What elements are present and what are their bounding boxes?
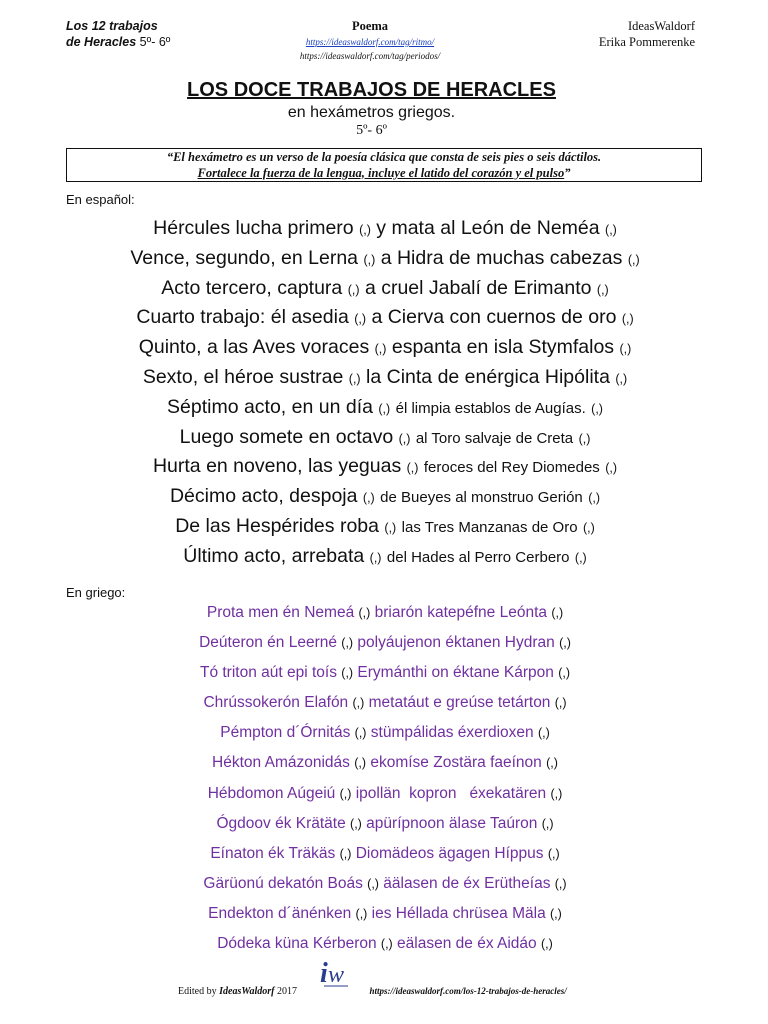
verse-second-half: Erymánthi on éktane Kárpon — [357, 664, 554, 682]
comma-mark: (,) — [352, 696, 365, 711]
header-left-grade: 5º- 6º — [139, 35, 171, 49]
verse-second-half: y mata al León de Neméa — [376, 217, 600, 239]
verse-second-half: espanta en isla Stymfalos — [391, 336, 615, 359]
comma-mark: (,) — [574, 550, 587, 565]
comma-mark: (,) — [384, 520, 397, 535]
verse-second-half: eälasen de éx Aidáo — [397, 935, 537, 953]
verse-second-half: metatáut e greúse tetárton — [368, 694, 551, 712]
greek-verse — [40, 718, 730, 748]
greek-verse — [40, 688, 730, 718]
header-center — [250, 18, 490, 62]
greek-verse — [40, 748, 730, 778]
spanish-verse — [40, 363, 730, 393]
quote-line2-text: Fortalece la fuerza de la lengua, incluye el latido del corazón y el pulso — [197, 165, 565, 180]
footer-edited-by: Edited by — [178, 986, 217, 997]
verse-second-half: apürípnoon älase Taúron — [366, 814, 538, 832]
verse-first-half: Hércules lucha primero — [153, 217, 354, 239]
comma-mark: (,) — [363, 252, 376, 267]
verse-first-half: Endekton d´änénken — [208, 904, 352, 922]
quote-line2 — [67, 166, 701, 182]
svg-text:i: i — [320, 958, 328, 989]
greek-verse — [40, 899, 730, 929]
header-right — [599, 18, 695, 50]
header-left-line2 — [66, 34, 170, 50]
comma-mark: (,) — [554, 696, 567, 711]
greek-verses — [40, 598, 730, 959]
verse-first-half: Dódeka küna Kérberon — [217, 935, 377, 953]
spanish-verse — [40, 214, 730, 244]
verse-first-half: Hurta en noveno, las yeguas — [152, 455, 402, 478]
verse-first-half: Eínaton ék Träkäs — [210, 844, 336, 862]
verse-second-half: de Bueyes al monstruo Gerión — [380, 489, 583, 507]
comma-mark: (,) — [369, 550, 382, 565]
verse-first-half: Ógdoov ék Krätäte — [216, 814, 346, 832]
verse-first-half: Pémpton d´Órnitás — [220, 724, 351, 742]
comma-mark: (,) — [619, 342, 632, 357]
verse-second-half: Diomädeos ägagen Híppus — [355, 844, 544, 862]
spanish-verse — [40, 482, 730, 512]
verse-second-half: a cruel Jabalí de Erimanto — [364, 276, 592, 299]
comma-mark: (,) — [359, 223, 371, 237]
greek-verse — [40, 929, 730, 959]
comma-mark: (,) — [541, 816, 554, 831]
verse-second-half: al Toro salvaje de Creta — [415, 429, 574, 447]
comma-mark: (,) — [615, 371, 628, 386]
comma-mark: (,) — [537, 726, 550, 741]
header-author: Erika Pommerenke — [598, 35, 695, 49]
comma-mark: (,) — [596, 282, 609, 297]
verse-second-half: del Hades al Perro Cerbero — [386, 548, 570, 566]
verse-second-half: äälasen de éx Erütheías — [383, 874, 551, 892]
comma-mark: (,) — [339, 846, 352, 861]
header-left-line1: Los 12 trabajos — [66, 19, 158, 33]
greek-verse — [40, 809, 730, 839]
verse-second-half: ekomíse Zostära faeínon — [370, 754, 542, 772]
greek-verse — [40, 839, 730, 869]
spanish-verse — [40, 393, 730, 423]
comma-mark: (,) — [547, 846, 560, 861]
svg-text:w: w — [328, 962, 345, 988]
verse-first-half: De las Hespérides roba — [175, 514, 379, 537]
page-title: LOS DOCE TRABAJOS DE HERACLES — [187, 79, 556, 101]
verse-first-half: Tó triton aút epi toís — [199, 664, 337, 682]
comma-mark: (,) — [550, 906, 562, 921]
verse-second-half: a Cierva con cuernos de oro — [371, 306, 617, 329]
verse-first-half: Acto tercero, captura — [161, 276, 343, 299]
comma-mark: (,) — [362, 491, 375, 506]
verse-first-half: Último acto, arrebata — [183, 544, 365, 567]
link-ritmo[interactable]: https://ideaswaldorf.com/tag/ritmo/ — [305, 37, 435, 47]
comma-mark: (,) — [605, 461, 618, 476]
greek-section-label: En griego: — [66, 585, 126, 600]
quote-box — [66, 148, 702, 182]
comma-mark: (,) — [605, 223, 617, 237]
comma-mark: (,) — [355, 906, 368, 921]
verse-first-half: Décimo acto, despoja — [169, 485, 358, 508]
comma-mark: (,) — [554, 876, 567, 891]
comma-mark: (,) — [398, 431, 411, 446]
comma-mark: (,) — [546, 756, 558, 771]
comma-mark: (,) — [578, 431, 591, 446]
header-left — [66, 18, 170, 50]
header-brand: IdeasWaldorf — [627, 19, 695, 33]
comma-mark: (,) — [621, 312, 634, 327]
greek-verse — [40, 598, 730, 628]
footer — [178, 986, 567, 997]
comma-mark: (,) — [551, 606, 564, 620]
verse-first-half: Luego somete en octavo — [179, 425, 394, 448]
header-left-line2-italic: de Heracles — [66, 35, 137, 49]
verse-first-half: Sexto, el héroe sustrae — [142, 365, 344, 388]
comma-mark: (,) — [354, 312, 367, 327]
grade-label: 5º- 6º — [356, 123, 387, 138]
spanish-verse — [40, 244, 730, 274]
comma-mark: (,) — [341, 666, 354, 681]
comma-mark: (,) — [347, 282, 360, 297]
comma-mark: (,) — [558, 666, 570, 681]
comma-mark: (,) — [540, 937, 553, 952]
comma-mark: (,) — [559, 636, 571, 651]
comma-mark: (,) — [378, 401, 391, 416]
spanish-verse — [40, 303, 730, 333]
comma-mark: (,) — [550, 786, 563, 801]
verse-second-half: la Cinta de enérgica Hipólita — [366, 365, 610, 388]
verse-second-half: feroces del Rey Diomedes — [423, 459, 600, 477]
comma-mark: (,) — [354, 756, 367, 771]
comma-mark: (,) — [348, 371, 361, 386]
greek-verse — [40, 628, 730, 658]
spanish-verse — [40, 423, 730, 453]
page-subtitle: en hexámetros griegos. — [287, 104, 456, 121]
spanish-verse — [40, 542, 730, 572]
quote-line1: “El hexámetro es un verso de la poesía clásica que consta de seis pies o seis dáctilos. — [166, 150, 602, 164]
verse-first-half: Vence, segundo, en Lerna — [130, 246, 359, 269]
comma-mark: (,) — [341, 636, 354, 651]
verse-first-half: Deúteron én Leerné — [199, 634, 337, 652]
comma-mark: (,) — [350, 816, 362, 831]
verse-first-half: Chrússokerón Elafón — [203, 694, 349, 712]
spanish-verse — [40, 512, 730, 542]
verse-second-half: briarón katepéfne Leónta — [374, 604, 547, 621]
spanish-verse — [40, 274, 730, 304]
comma-mark: (,) — [354, 726, 367, 741]
verse-second-half: las Tres Manzanas de Oro — [401, 518, 578, 536]
spanish-verse — [40, 333, 730, 363]
footer-url-link[interactable]: https://ideaswaldorf.com/los-12-trabajos-de-heracles/ — [369, 986, 567, 996]
verse-first-half: Cuarto trabajo: él asedia — [136, 306, 349, 329]
greek-verse — [40, 779, 730, 809]
verse-first-half: Séptimo acto, en un día — [167, 395, 373, 418]
verse-first-half: Hékton Amázonidás — [212, 754, 350, 772]
header-poem-label: Poema — [351, 19, 389, 33]
greek-verse — [40, 658, 730, 688]
comma-mark: (,) — [358, 606, 371, 620]
comma-mark: (,) — [582, 520, 595, 535]
spanish-verse — [40, 452, 730, 482]
verse-first-half: Hébdomon Aúgeiú — [207, 784, 336, 802]
comma-mark: (,) — [339, 786, 352, 801]
verse-first-half: Quinto, a las Aves voraces — [138, 336, 370, 359]
comma-mark: (,) — [406, 461, 419, 476]
footer-year: 2017 — [276, 986, 297, 997]
verse-second-half: polyáujenon éktanen Hydran — [357, 634, 555, 652]
comma-mark: (,) — [627, 252, 640, 267]
verse-first-half: Gärüonú dekatón Boás — [203, 874, 363, 892]
verse-second-half: ipollän kopron éxekatären — [355, 784, 547, 802]
spanish-verses — [40, 214, 730, 572]
comma-mark: (,) — [591, 401, 603, 416]
verse-second-half: él limpia establos de Augías. — [395, 399, 586, 417]
verse-first-half: Prota men én Nemeá — [206, 604, 355, 621]
quote-close-mark: ” — [564, 165, 571, 180]
link-periodos[interactable]: https://ideaswaldorf.com/tag/periodos/ — [299, 51, 441, 61]
comma-mark: (,) — [367, 876, 379, 891]
greek-verse — [40, 869, 730, 899]
spanish-section-label: En español: — [66, 192, 135, 207]
comma-mark: (,) — [374, 342, 387, 357]
comma-mark: (,) — [380, 937, 393, 952]
comma-mark: (,) — [588, 491, 601, 506]
footer-brand: IdeasWaldorf — [219, 986, 275, 997]
verse-second-half: a Hidra de muchas cabezas — [380, 246, 623, 269]
verse-second-half: stümpálidas éxerdioxen — [370, 724, 534, 742]
verse-second-half: ies Héllada chrüsea Mäla — [371, 904, 546, 922]
